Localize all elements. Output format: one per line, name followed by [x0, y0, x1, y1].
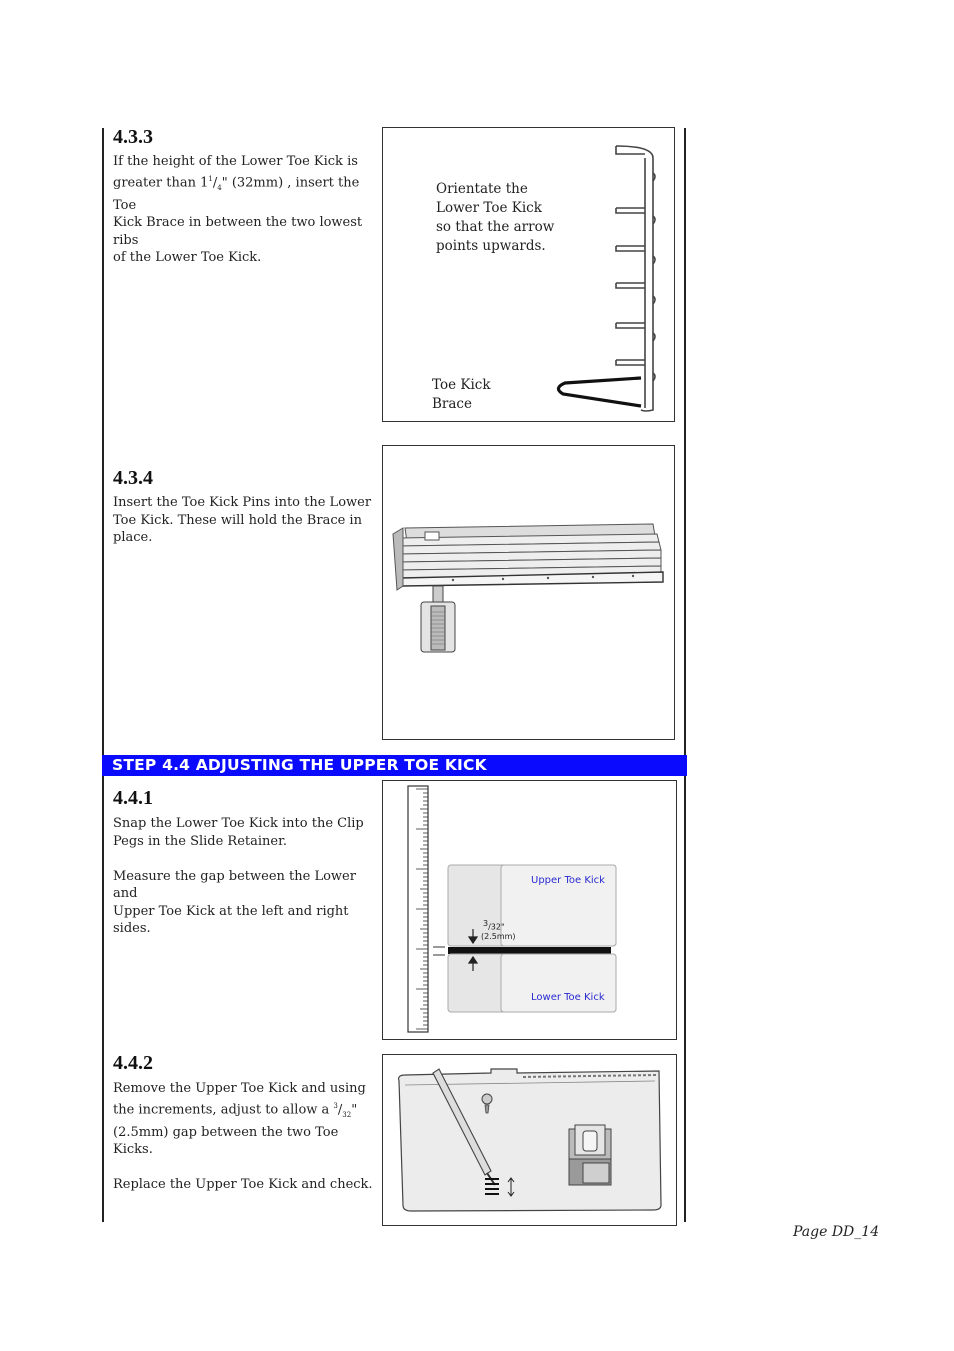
text-line: of the Lower Toe Kick.	[113, 250, 262, 266]
callout-line: Orientate the	[436, 181, 528, 197]
adjustment-drawing	[383, 1055, 678, 1227]
text-line: place.	[113, 530, 153, 545]
text-line: Measure the gap between the Lower and	[113, 868, 356, 901]
figure-gap-measurement	[382, 780, 677, 1040]
toe-kick-profile-drawing	[383, 128, 676, 423]
section-heading-4-3-4: 4.3.4	[113, 467, 153, 489]
figure-toe-kick-brace	[382, 127, 675, 422]
upper-toe-kick-label: Upper Toe Kick	[531, 875, 605, 886]
text-line: (2.5mm) gap between the two Toe Kicks.	[113, 1124, 339, 1158]
section-heading-4-4-2: 4.4.2	[113, 1052, 153, 1074]
fraction-denominator: 32	[342, 1110, 352, 1119]
step-heading-bar: STEP 4.4 ADJUSTING THE UPPER TOE KICK	[102, 755, 687, 776]
text-fragment: " (32mm) , insert the Toe	[113, 174, 360, 213]
fraction-numerator: 3	[333, 1101, 338, 1110]
text-line: Snap the Lower Toe Kick into the Clip	[113, 816, 364, 831]
right-rule	[684, 128, 686, 1222]
text-line: Kick Brace in between the two lowest ribs	[113, 215, 363, 248]
gap-fraction	[483, 919, 516, 932]
section-text-4-4-2	[113, 1080, 381, 1194]
paragraph-spacer	[113, 850, 381, 868]
fraction-denominator: 4	[217, 183, 222, 192]
gap-mm: (2.5mm)	[481, 931, 516, 941]
section-text-4-3-3	[113, 153, 381, 267]
fraction-slash: /	[212, 174, 218, 190]
section-text-4-4-1	[113, 815, 381, 938]
figure-adjust-increments	[382, 1054, 677, 1226]
section-heading-4-4-1: 4.4.1	[113, 787, 153, 809]
text-line: Toe Kick. These will hold the Brace in	[113, 512, 362, 528]
left-rule	[102, 128, 104, 1222]
text-fragment: greater than 1	[113, 174, 209, 190]
text-line: If the height of the Lower Toe Kick is	[113, 154, 358, 169]
gap-denominator: /32	[488, 922, 501, 932]
text-line: Insert the Toe Kick Pins into the Lower	[113, 495, 372, 510]
figure-toe-kick-pins	[382, 445, 675, 740]
gap-inch-mark: "	[500, 922, 505, 932]
brace-label-line: Brace	[432, 396, 472, 412]
toe-kick-pin-drawing	[383, 446, 676, 741]
text-fragment: "	[351, 1101, 358, 1117]
text-line: Remove the Upper Toe Kick and using	[113, 1081, 366, 1096]
text-line	[113, 171, 381, 215]
brace-label-line: Toe Kick	[432, 377, 491, 393]
page-number: Page DD_14	[793, 1224, 880, 1240]
text-line: Upper Toe Kick at the left and right sides.	[113, 903, 349, 936]
callout-line: Lower Toe Kick	[436, 200, 542, 216]
gap-dimension-label	[483, 919, 516, 941]
section-heading-4-3-3: 4.3.3	[113, 126, 153, 148]
fraction-slash: /	[337, 1101, 343, 1117]
paragraph-spacer	[113, 1159, 381, 1177]
text-line: Pegs in the Slide Retainer.	[113, 833, 288, 849]
fraction-numerator: 1	[208, 174, 213, 183]
text-line	[113, 1098, 381, 1124]
gap-numerator: 3	[483, 919, 489, 928]
callout-line: so that the arrow	[436, 219, 555, 235]
section-text-4-3-4	[113, 494, 381, 547]
text-fragment: the increments, adjust to allow a	[113, 1101, 334, 1117]
text-line: Replace the Upper Toe Kick and check.	[113, 1177, 373, 1193]
lower-toe-kick-label: Lower Toe Kick	[531, 992, 605, 1003]
callout-line: points upwards.	[436, 238, 546, 254]
